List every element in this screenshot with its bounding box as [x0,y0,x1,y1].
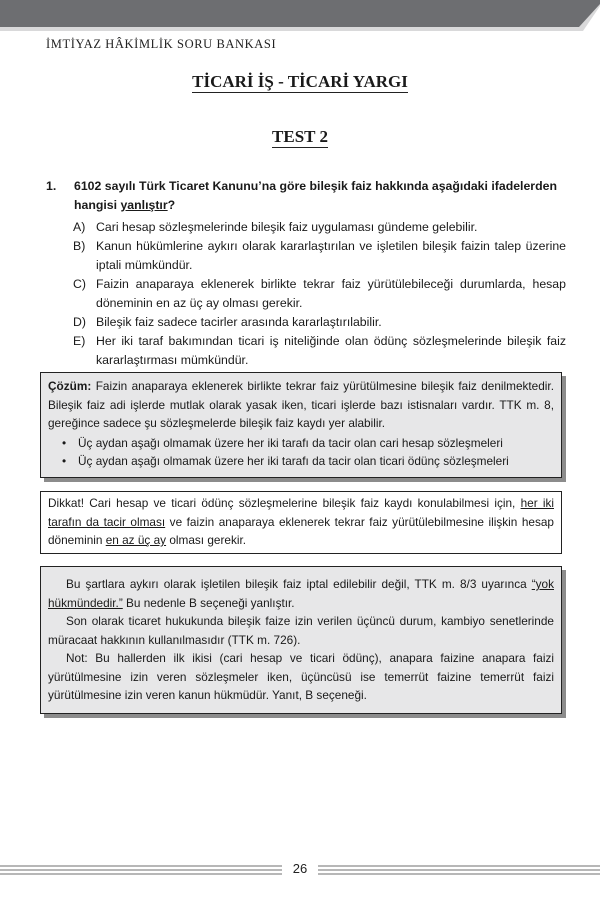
warning-underline-2: en az üç ay [105,533,167,547]
footer-rule-left [0,865,282,877]
question-1 [46,177,566,370]
page-number: 26 [292,861,308,876]
warning-box: Dikkat! Cari hesap ve ticari ödünç sözleşmelerine bileşik faiz kaydı konulabilmesi için, her iki tarafın da tacir olması ve faizin anaparaya eklenerek tekrar faiz yürütülebilmesine ilişkin hesap döneminin en az üç ay olması gerekir. [40,491,562,554]
answer-options [46,218,566,370]
option-d[interactable]: D) Bileşik faiz sadece tacirler arasında kararlaştırılabilir. [73,315,382,329]
page-footer [0,861,600,883]
solution-bullet: • Üç aydan aşağı olmamak üzere her iki tarafı da tacir olan ticari ödünç sözleşmeleri [48,452,554,471]
solution-box [40,372,562,478]
question-number: 1. [46,179,57,193]
explanation-paragraph-2: Son olarak ticaret hukukunda bileşik faize izin verilen üçüncü durum, kambiyo senetlerinde müracaat hakkının kullanılmasıdır (TTK m. 726). [48,614,554,647]
book-series-title: İMTİYAZ HÂKİMLİK SORU BANKASI [46,37,277,51]
question-emphasis: yanlıştır [120,198,168,212]
bullet-icon: • [62,435,67,450]
explanation-box [40,566,562,714]
option-a[interactable]: A) Cari hesap sözleşmelerinde bileşik faiz uygulaması gündeme gelebilir. [73,220,478,234]
question-stem: 6102 sayılı Türk Ticaret Kanunu’na göre bileşik faiz hakkında aşağıdaki ifadelerden hangisi yanlıştır? [74,179,557,212]
explanation-paragraph-1: Bu şartlara aykırı olarak işletilen bileşik faiz iptal edilebilir değil, TTK m. 8/3 uyarınca “yok hükmündedir.” Bu nedenle B seçeneği yanlıştır. [48,577,554,610]
test-title: TEST 2 [272,127,328,146]
footer-rule-right [318,865,600,877]
solution-text: Çözüm: Faizin anaparaya eklenerek birlikte tekrar faiz yürütülmesine bileşik faiz denilmektedir. Bileşik faiz adi işlerde mutlak olarak yasak iken, ticari işlerde bazı istisnaları vardır. TTK m. 8, gereğince sadece şu sözleşmelerde bileşik faiz kaydı yer alabilir. [48,379,554,430]
solution-bullets [48,434,554,471]
header-band [0,0,600,34]
explanation-paragraph-3: Not: Bu hallerden ilk ikisi (cari hesap ve ticari ödünç), anapara faizine anapara faizi yürütülmesine izin veren sözleşmeler iken, üçüncüsü ise temerrüt faizine temerrüt faizi yürütülmesine izin veren kanun hükmüdür. Yanıt, B seçeneği. [48,651,554,702]
warning-underline-1: her iki tarafın da tacir olması [48,496,554,529]
option-b[interactable]: B) Kanun hükümlerine aykırı olarak kararlaştırılan ve işletilen bileşik faizin talep üzerine iptali mümkündür. [73,239,566,272]
chapter-title: TİCARİ İŞ - TİCARİ YARGI [192,72,408,91]
solution-bullet: • Üç aydan aşağı olmamak üzere her iki tarafı da tacir olan cari hesap sözleşmeleri [48,434,554,453]
option-e[interactable]: E) Her iki taraf bakımından ticari iş niteliğinde olan ödünç sözleşmelerinde bileşik faiz kararlaştırması mümkündür. [73,334,566,367]
bullet-icon: • [62,454,67,468]
solution-label: Çözüm: [48,379,92,393]
option-c[interactable]: C) Faizin anaparaya eklenerek birlikte tekrar faiz yürütülebileceği durumlarda, hesap döneminin en az üç ay olması gerekir. [73,277,566,310]
